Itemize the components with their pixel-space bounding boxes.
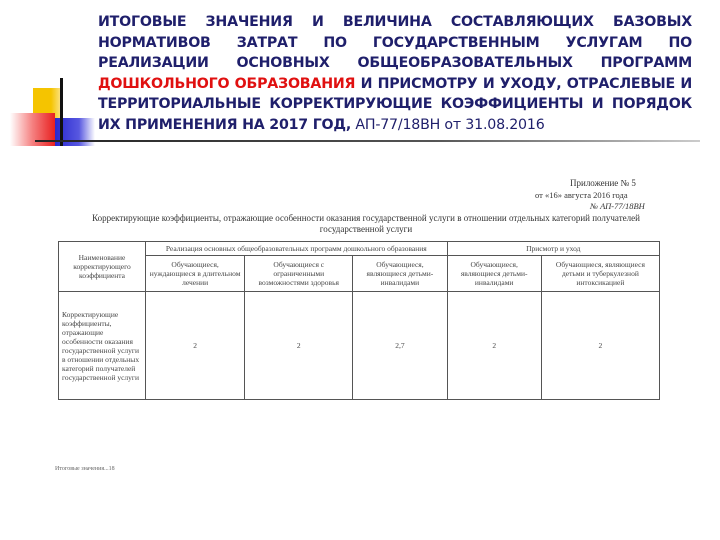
column-header: Обучающиеся, являющиеся детьми-инвалидами (353, 256, 447, 292)
column-header: Обучающиеся, нуждающиеся в длительном лечении (146, 256, 245, 292)
title-text: ИТОГОВЫЕ ЗНАЧЕНИЯ И ВЕЛИЧИНА СОСТАВЛЯЮЩИХ БАЗОВЫХ НОРМАТИВОВ ЗАТРАТ ПО ГОСУДАРСТВЕННЫМ УСЛУГАМ ПО РЕАЛИЗАЦИИ ОСНОВНЫХ ОБЩЕОБРАЗОВАТЕЛЬНЫХ ПРОГРАММ (98, 14, 692, 71)
appendix-label: Приложение № 5 (570, 178, 636, 188)
value-cell: 2 (541, 292, 659, 400)
horizontal-line-decoration (35, 140, 700, 142)
group-header-education: Реализация основных общеобразовательных программ дошкольного образования (146, 242, 448, 256)
value-cell: 2 (146, 292, 245, 400)
column-header: Обучающиеся, являющиеся детьми и туберкулезной интоксикацией (541, 256, 659, 292)
slide-title (98, 12, 692, 135)
value-cell: 2,7 (353, 292, 447, 400)
row-label: Корректирующие коэффициенты, отражающие особенности оказания государственной услуги в отношении отдельных категорий получателей государственной услуги (59, 292, 146, 400)
table-row (59, 292, 660, 400)
title-text-2: И ПРИСМОТРУ И УХОДУ, ОТРАСЛЕВЫЕ И ТЕРРИТОРИАЛЬНЫЕ КОРРЕКТИРУЮЩИЕ КОЭФФИЦИЕНТЫ И ПОРЯДОК ИХ ПРИМЕНЕНИЯ НА 2017 ГОД, (98, 75, 692, 133)
column-header: Обучающиеся с ограниченными возможностями здоровья (245, 256, 353, 292)
appendix-number: № АП-77/18ВН (590, 201, 645, 211)
vertical-line-decoration (60, 78, 63, 146)
table-caption: Корректирующие коэффициенты, отражающие особенности оказания государственной услуги в отношении отдельных категорий получателей государственной услуги (92, 213, 640, 234)
value-cell: 2 (245, 292, 353, 400)
coefficients-table (58, 241, 660, 400)
header-coefficient-name: Наименование корректирующего коэффициента (59, 242, 146, 292)
value-cell: 2 (447, 292, 541, 400)
group-header-care: Присмотр и уход (447, 242, 659, 256)
title-reference: АП-77/18ВН от 31.08.2016 (351, 116, 545, 133)
page-footer: Итоговые значения...18 (55, 466, 115, 472)
appendix-date: от «16» августа 2016 года (535, 190, 628, 200)
title-highlight: ДОШКОЛЬНОГО ОБРАЗОВАНИЯ (98, 75, 356, 92)
column-header: Обучающиеся, являющиеся детьми-инвалидами (447, 256, 541, 292)
